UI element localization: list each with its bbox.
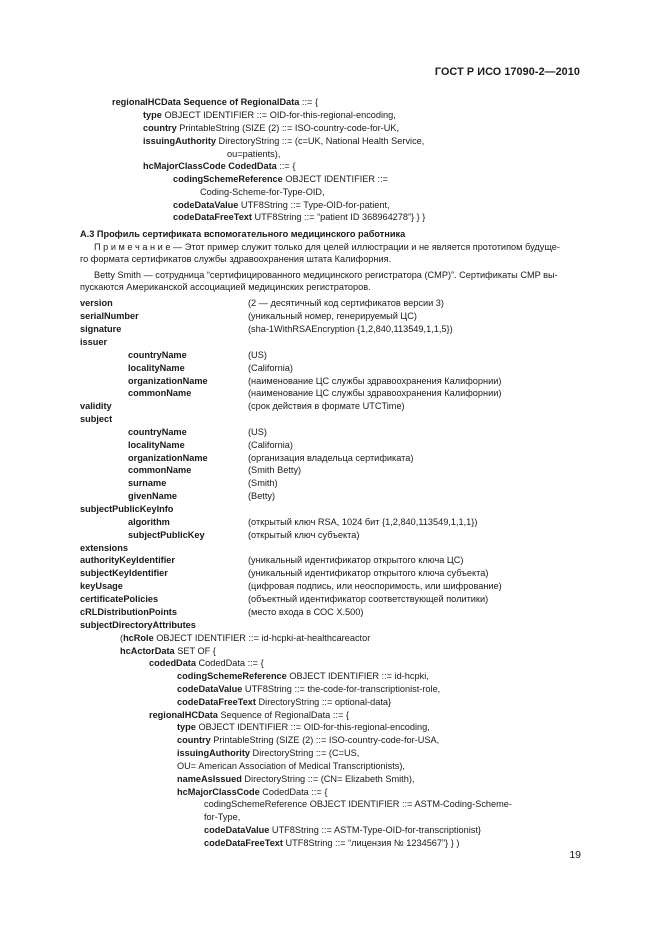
issuer-organization-name: organizationName bbox=[128, 376, 208, 386]
field-authority-key-identifier-value: (уникальный идентификатор открытого ключа ЦС) bbox=[248, 555, 464, 565]
asn-line: codeDataValue UTF8String ::= the-code-for-transcriptionist-role, bbox=[177, 684, 441, 694]
asn-line: (hcRole OBJECT IDENTIFIER ::= id-hcpki-at-healthcareactor bbox=[120, 633, 371, 643]
asn-line: ou=patients), bbox=[227, 149, 281, 159]
issuer-locality-value: (California) bbox=[248, 363, 293, 373]
field-validity-value: (срок действия в формате UTCTime) bbox=[248, 401, 405, 411]
asn-line: codedData CodedData ::= { bbox=[149, 658, 264, 668]
field-version-value: (2 — десятичный код сертификатов версии 3) bbox=[248, 298, 444, 308]
spki-algorithm-value: (открытый ключ RSA, 1024 бит {1,2,840,113549,1,1,1}) bbox=[248, 517, 478, 527]
asn-line: issuingAuthority DirectoryString ::= (c=UK, National Health Service, bbox=[143, 136, 425, 146]
subject-common-value: (Smith Betty) bbox=[248, 465, 302, 475]
asn-line: nameAsIssued DirectoryString ::= (CN= Elizabeth Smith), bbox=[177, 774, 415, 784]
field-crl-distribution-points-value: (место входа в СОС X.500) bbox=[248, 607, 364, 617]
note-paragraph: П р и м е ч а н и е — Этот пример служит только для целей иллюстрации и не является прототипом будуще- го формата сертификатов службы здравоохранения штата Калифорния. bbox=[80, 242, 560, 264]
spki-subject-public-key-value: (открытый ключ субъекта) bbox=[248, 530, 360, 540]
subject-locality-name: localityName bbox=[128, 440, 185, 450]
asn-line: codeDataFreeText UTF8String ::= “лицензия № 1234567”} } ) bbox=[204, 838, 460, 848]
issuer-country-name: countryName bbox=[128, 350, 187, 360]
asn-line: country PrintableString (SIZE (2) ::= ISO-country-code-for-USA, bbox=[177, 735, 440, 745]
field-issuer: issuer bbox=[80, 337, 108, 347]
issuer-common-value: (наименование ЦС службы здравоохранения Калифорнии) bbox=[248, 388, 502, 398]
subject-given-name: givenName bbox=[128, 491, 178, 501]
asn-line: regionalHCData Sequence of RegionalData ::= { bbox=[112, 97, 319, 107]
intro-paragraph: Betty Smith — сотрудница “сертифицированного медицинского регистратора (CMP)”. Сертификаты CMP вы- пускаются Американской ассоциацией медицинских регистраторов. bbox=[80, 270, 558, 292]
subject-locality-value: (California) bbox=[248, 440, 293, 450]
document-header: ГОСТ Р ИСО 17090-2—2010 bbox=[434, 66, 580, 78]
asn-line: for-Type, bbox=[204, 812, 241, 822]
asn-line: codingSchemeReference OBJECT IDENTIFIER ::= ASTM-Coding-Scheme- bbox=[204, 799, 512, 809]
issuer-locality-name: localityName bbox=[128, 363, 185, 373]
field-serial-number: serialNumber bbox=[80, 311, 139, 321]
asn-line: type OBJECT IDENTIFIER ::= OID-for-this-regional-encoding, bbox=[177, 722, 430, 732]
field-key-usage: keyUsage bbox=[80, 581, 123, 591]
subject-common-name: commonName bbox=[128, 465, 192, 475]
asn-line: hcActorData SET OF { bbox=[120, 646, 216, 656]
field-key-usage-value: (цифровая подпись, или неоспоримость, или шифрование) bbox=[248, 581, 502, 591]
field-validity: validity bbox=[80, 401, 112, 411]
subject-organization-value: (организация владельца сертификата) bbox=[248, 453, 414, 463]
asn-line: codeDataFreeText DirectoryString ::= optional-data} bbox=[177, 697, 392, 707]
issuer-common-name: commonName bbox=[128, 388, 192, 398]
asn-line: OU= American Association of Medical Transcriptionists), bbox=[177, 761, 405, 771]
asn-line: hcMajorClassCode CodedData ::= { bbox=[143, 161, 296, 171]
field-signature: signature bbox=[80, 324, 122, 334]
field-crl-distribution-points: cRLDistributionPoints bbox=[80, 607, 177, 617]
field-extensions: extensions bbox=[80, 543, 128, 553]
subject-surname-value: (Smith) bbox=[248, 478, 278, 488]
subject-country-name: countryName bbox=[128, 427, 187, 437]
field-subject-public-key-info: subjectPublicKeyInfo bbox=[80, 504, 174, 514]
asn-line: codeDataValue UTF8String ::= ASTM-Type-OID-for-transcriptionist} bbox=[204, 825, 481, 835]
asn-line: hcMajorClassCode CodedData ::= { bbox=[177, 787, 328, 797]
field-subject-key-identifier-value: (уникальный идентификатор открытого ключа субъекта) bbox=[248, 568, 489, 578]
asn-line: Coding-Scheme-for-Type-OID, bbox=[200, 187, 325, 197]
field-serial-number-value: (уникальный номер, генерируемый ЦС) bbox=[248, 311, 417, 321]
field-certificate-policies: certificatePolicies bbox=[80, 594, 159, 604]
field-version: version bbox=[80, 298, 113, 308]
field-certificate-policies-value: (объектный идентификатор соответствующей политики) bbox=[248, 594, 489, 604]
asn-line: codingSchemeReference OBJECT IDENTIFIER ::= id-hcpki, bbox=[177, 671, 429, 681]
asn-line: codingSchemeReference OBJECT IDENTIFIER ::= bbox=[173, 174, 389, 184]
field-subject: subject bbox=[80, 414, 113, 424]
spki-algorithm: algorithm bbox=[128, 517, 170, 527]
asn-line: type OBJECT IDENTIFIER ::= OID-for-this-regional-encoding, bbox=[143, 110, 396, 120]
asn-line: country PrintableString (SIZE (2) ::= ISO-country-code-for-UK, bbox=[143, 123, 400, 133]
asn-line: codeDataFreeText UTF8String ::= “patient ID 368964278”} } } bbox=[173, 212, 426, 222]
subject-country-value: (US) bbox=[248, 427, 267, 437]
field-subject-directory-attributes: subjectDirectoryAttributes bbox=[80, 620, 196, 630]
spki-subject-public-key: subjectPublicKey bbox=[128, 530, 205, 540]
field-subject-key-identifier: subjectKeyIdentifier bbox=[80, 568, 168, 578]
asn-line: codeDataValue UTF8String ::= Type-OID-for-patient, bbox=[173, 200, 390, 210]
subject-organization-name: organizationName bbox=[128, 453, 208, 463]
issuer-organization-value: (наименование ЦС службы здравоохранения Калифорнии) bbox=[248, 376, 502, 386]
section-title: А.3 Профиль сертификата вспомогательного медицинского работника bbox=[80, 229, 406, 239]
issuer-country-value: (US) bbox=[248, 350, 267, 360]
subject-given-name-value: (Betty) bbox=[248, 491, 276, 501]
field-signature-value: (sha-1WithRSAEncryption {1,2,840,113549,1,1,5}) bbox=[248, 324, 453, 334]
field-authority-key-identifier: authorityKeyIdentifier bbox=[80, 555, 175, 565]
page-number: 19 bbox=[569, 849, 581, 861]
subject-surname: surname bbox=[128, 478, 167, 488]
asn-line: issuingAuthority DirectoryString ::= (C=US, bbox=[177, 748, 360, 758]
asn-line: regionalHCData Sequence of RegionalData ::= { bbox=[149, 710, 349, 720]
